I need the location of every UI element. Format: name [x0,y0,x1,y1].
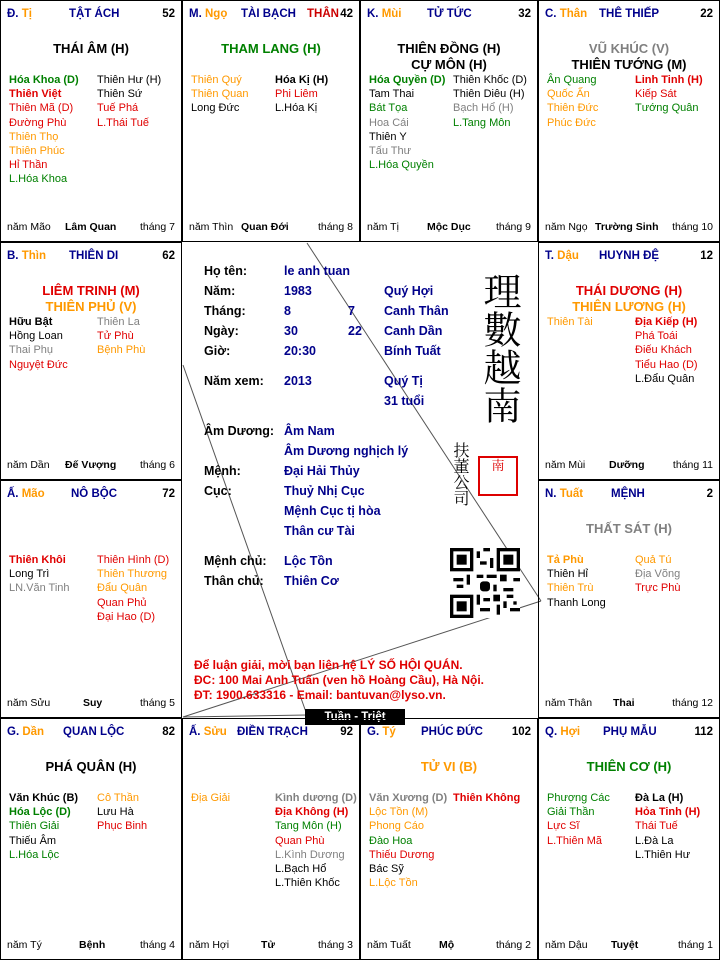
menh-value: Đại Hải Thủy [284,464,360,478]
minor-star: Bác Sỹ [369,863,404,876]
palace-mui [360,0,538,242]
palace-footer [7,459,175,473]
minor-star: Phong Cáo [369,820,425,833]
minor-star: Văn Xương (D) [369,792,448,804]
palace-number: 72 [162,488,175,500]
minor-star: L.Kình Dương [275,848,345,861]
palace-year: năm Dậu [545,939,588,951]
stars-left [369,73,445,172]
stars-left [191,791,230,805]
stars-right [635,73,703,116]
day-can: Canh Dần [384,324,443,338]
palace-number: 82 [162,726,175,738]
palace-stage: Tuyệt [611,939,639,951]
minor-star: Phục Binh [97,820,148,833]
palace-branch: C. Thân [545,8,588,20]
palace-ti [0,0,182,242]
year-label: Năm: [204,284,236,298]
minor-star: Quan Phủ [97,596,147,609]
palace-footer [189,939,353,953]
stars-right [97,553,169,624]
minor-star: Phượng Các [547,792,610,804]
palace-name: THÊ THIẾP [599,8,660,20]
year-can: Quý Hợi [384,284,434,298]
palace-month: tháng 7 [139,221,175,233]
main-star: CỰ MÔN (H) [411,57,487,72]
palace-header [1,726,181,742]
stars-right [453,791,520,805]
contact-info [194,658,484,703]
palace-stage: Lâm Quan [65,221,117,233]
minor-star: Đẩu Quân [97,582,148,595]
minor-star: Thiên Giải [9,820,60,833]
red-seal-icon: 南 [478,456,518,496]
palace-month: tháng 3 [317,939,353,951]
palace-month: tháng 1 [677,939,713,951]
palace-month: tháng 11 [672,459,713,471]
month-label: Tháng: [204,304,246,318]
minor-star: Thiên Tài [547,316,593,328]
palace-name: ĐIỀN TRẠCH [237,726,308,738]
minor-star: Hồng Loan [9,330,63,343]
minor-star: Hóa Quyền (D) [369,74,446,86]
minor-star: Tử Phù [97,330,134,343]
minor-star: Thiên Khôi [9,554,66,566]
minor-star: Tiểu Hao (D) [635,358,698,371]
main-star: THÁI ÂM (H) [53,41,129,56]
palace-name: HUYNH ĐỆ [599,250,660,262]
main-star: THAM LANG (H) [221,41,321,56]
palace-year: năm Thìn [189,221,234,233]
palace-dan [0,718,182,960]
name-value: le anh tuan [284,264,350,278]
minor-star: Hóa Lộc (D) [9,806,71,819]
stars-left [9,553,70,596]
minor-star: Long Đức [191,102,240,115]
contact-line-1: Để luận giải, mời bạn liên hệ LÝ SỐ HỘI QUÁN. [194,658,463,672]
palace-stage: Đế Vượng [65,459,117,471]
main-star: THIÊN TƯỚNG (M) [571,57,687,72]
palace-name: THIÊN DI [69,250,119,262]
palace-year: năm Dần [7,459,50,471]
palace-stage: Suy [83,697,103,709]
calligraphy-side: 扶董公司 [451,442,470,506]
minor-star: Đà La (H) [635,792,684,804]
minor-star: Thiên Quan [191,88,249,101]
main-star: VŨ KHÚC (V) [588,41,670,56]
minor-star: L.Hóa Quyền [369,159,434,172]
minor-star: Phá Toái [635,330,678,343]
minor-star: L.Bạch Hổ [275,863,327,876]
minor-star: L.Đà La [635,834,674,847]
palace-thin [0,242,182,480]
palace-month: tháng 6 [139,459,175,471]
minor-star: Hữu Bật [9,316,53,328]
center-info [182,242,538,716]
palace-stage: Mộ [439,939,455,951]
cuc-label: Cục: [204,484,232,498]
stars-right [275,73,328,116]
palace-footer [7,221,175,235]
main-star: THIÊN PHỦ (V) [45,299,137,314]
palace-name: TẬT ÁCH [69,8,120,20]
palace-header [539,8,719,24]
minor-star: L.Thiên Hư [635,848,691,861]
stars-right [635,553,680,596]
minor-star: Thiếu Dương [369,848,435,861]
minor-star: Quốc Ấn [547,88,590,101]
stars-right [275,791,357,890]
palace-number: 92 [340,726,353,738]
palace-ngo [182,0,360,242]
minor-star: Thiên Diêu (H) [453,88,525,101]
palace-month: tháng 8 [317,221,353,233]
amduong-value: Âm Nam [284,424,335,438]
palace-footer [545,459,713,473]
minor-star: Thiên Hình (D) [97,554,170,566]
stars-left [547,315,593,329]
minor-star: L.Thiên Mã [547,834,603,847]
minor-star: Tuế Phá [97,102,139,115]
palace-number: 12 [700,250,713,262]
palace-month: tháng 4 [139,939,175,951]
minor-star: Thiên Hư (H) [97,74,162,86]
minor-star: Lộc Tồn (M) [369,806,429,819]
palace-month: tháng 5 [139,697,175,709]
amduong-label: Âm Dương: [204,424,275,438]
calligraphy-title: 理數越南 [477,272,521,424]
palace-footer [189,221,353,235]
stars-left [9,73,79,187]
minor-star: Ân Quang [547,74,597,86]
main-star: THIÊN CƠ (H) [586,759,672,774]
minor-star: Tả Phù [547,554,584,566]
than-tag: THÂN [307,8,339,20]
palace-year: năm Tuất [367,939,411,951]
stars-right [97,791,147,834]
minor-star: L.Tang Môn [453,116,511,129]
palace-month: tháng 12 [672,697,713,709]
palace-year: năm Hợi [189,939,230,951]
minor-star: Hóa Kị (H) [275,74,329,86]
main-star: THIÊN LƯƠNG (H) [572,299,686,314]
palace-name: QUAN LỘC [63,726,125,738]
minor-star: Thai Phụ [9,344,54,357]
year-value: 1983 [284,284,312,298]
palace-footer [545,939,713,953]
view-year-can: Quý Tị [384,374,423,388]
minor-star: Quả Tú [635,554,672,566]
palace-year: năm Tị [367,221,399,233]
age-value: 31 tuổi [384,394,425,408]
palace-header [361,8,537,24]
day-value: 30 [284,324,298,338]
palace-stage: Trường Sinh [595,221,659,233]
minor-star: Tấu Thư [369,145,412,158]
minor-star: Hỉ Thần [9,159,48,172]
minor-star: Địa Không (H) [275,806,349,819]
day-label: Ngày: [204,324,239,338]
minor-star: Hỏa Tinh (H) [635,806,701,819]
minor-star: Phúc Đức [547,116,596,129]
main-star: TỬ VI (B) [420,759,478,774]
stars-left [191,73,248,116]
palace-branch: Ấ. Mão [7,488,45,500]
contact-line-3[interactable]: ĐT: 1900.633316 - Email: bantuvan@lyso.vn. [194,688,446,702]
palace-month: tháng 10 [672,221,713,233]
stars-right [635,791,700,862]
palace-stage: Quan Đới [241,221,289,233]
hour-label: Giờ: [204,344,231,358]
minor-star: Địa Kiếp (H) [635,316,698,328]
minor-star: Địa Võng [635,568,681,581]
palace-header [539,488,719,504]
stars-left [547,73,598,130]
cuc-value: Thuỷ Nhị Cục [284,484,365,498]
minor-star: Thiên Đức [547,102,599,115]
minor-star: Thanh Long [547,596,606,609]
minor-star: Thiên Việt [9,88,62,101]
minor-star: Bát Tọa [369,102,408,115]
minor-star: Thiên La [97,316,140,328]
tuan-triet-label: Tuần - Triệt [305,709,405,725]
minor-star: L.Thái Tuế [97,116,149,129]
palace-year: năm Tý [7,939,42,951]
qr-code-icon[interactable] [450,548,520,618]
palace-branch: K. Mùi [367,8,402,20]
palace-branch: G. Dần [7,726,45,738]
palace-header [183,726,359,742]
minor-star: Thiên Mã (D) [9,102,74,115]
palace-header [361,726,537,742]
palace-header [1,250,181,266]
palace-stage: Tử [261,939,276,951]
palace-hoi [538,718,720,960]
cuc-note: Mệnh Cục tị hòa [284,504,381,518]
view-year-label: Năm xem: [204,374,264,388]
minor-star: Tang Môn (H) [275,820,342,833]
minor-star: Thiên Sứ [97,88,143,101]
palace-branch: Đ. Tị [7,8,32,20]
palace-tuat [538,480,720,718]
minor-star: Bệnh Phù [97,344,146,357]
palace-footer [545,221,713,235]
palace-mao [0,480,182,718]
view-year-value: 2013 [284,374,312,388]
minor-star: Quan Phù [275,834,325,847]
stars-left [9,315,68,372]
palace-name: TỬ TỨC [427,8,472,20]
palace-branch: M. Ngọ [189,8,228,20]
minor-star: Hoa Cái [369,116,409,129]
minor-star: L.Hóa Lộc [9,848,60,861]
palace-month: tháng 9 [495,221,531,233]
palace-footer [367,221,531,235]
menh-label: Mệnh: [204,464,241,478]
stars-right [635,315,698,386]
palace-number: 42 [340,8,353,20]
palace-footer [545,697,713,711]
palace-header [1,8,181,24]
minor-star: Thiên Y [369,130,407,143]
main-star: PHÁ QUÂN (H) [45,759,137,774]
stars-left [9,791,78,862]
palace-branch: G. Tý [367,726,396,738]
minor-star: Thái Tuế [635,820,678,833]
minor-star: Đại Hao (D) [97,610,156,623]
palace-number: 62 [162,250,175,262]
palace-name: PHÚC ĐỨC [421,726,483,738]
hour-value: 20:30 [284,344,316,358]
main-star: THẤT SÁT (H) [586,521,672,536]
contact-line-2: ĐC: 100 Mai Anh Tuấn (ven hồ Hoàng Cầu), Hà Nội. [194,673,485,687]
menhchu-label: Mệnh chủ: [204,554,267,568]
name-label: Họ tên: [204,264,248,278]
stars-left [547,791,610,848]
minor-star: Đường Phù [9,116,67,129]
palace-stage: Mộc Dục [427,221,471,233]
minor-star: Kiếp Sát [635,88,677,101]
month-can: Canh Thân [384,304,449,318]
minor-star: Kình dương (D) [275,792,357,804]
palace-footer [367,939,531,953]
minor-star: Thiên Quý [191,74,242,86]
minor-star: Thiên Trù [547,582,594,595]
minor-star: Điếu Khách [635,344,692,357]
minor-star: Tam Thai [369,88,415,101]
palace-year: năm Ngọ [545,221,588,233]
palace-number: 52 [162,8,175,20]
minor-star: Thiên Hỉ [547,568,588,581]
palace-month: tháng 2 [495,939,531,951]
minor-star: L.Hóa Khoa [9,173,68,186]
minor-star: Phi Liêm [275,88,318,101]
palace-year: năm Mão [7,221,51,233]
month-value: 8 [284,304,291,318]
palace-header [1,488,181,504]
palace-year: năm Sửu [7,697,51,709]
palace-header [183,8,359,24]
palace-branch: Q. Hợi [545,726,581,738]
minor-star: L.Hóa Kị [275,102,318,115]
palace-header [539,250,719,266]
hour-can: Bính Tuất [384,344,441,358]
minor-star: Lực Sĩ [547,820,580,833]
minor-star: Nguyệt Đức [9,358,68,371]
minor-star: LN.Văn Tinh [9,582,70,595]
minor-star: Bạch Hổ (H) [453,102,514,115]
thanchu-label: Thân chủ: [204,574,264,588]
minor-star: Thiên Không [453,792,521,804]
stars-right [453,73,527,130]
palace-stage: Thai [613,697,635,709]
minor-star: Long Trì [9,568,50,581]
palace-dau [538,242,720,480]
menhchu-value: Lộc Tồn [284,554,333,568]
palace-stage: Dưỡng [609,459,645,471]
palace-footer [7,697,175,711]
minor-star: Thiên Khốc (D) [453,74,527,86]
day-lunar: 22 [348,324,362,338]
palace-branch: N. Tuất [545,488,584,500]
palace-branch: T. Dậu [545,250,579,262]
minor-star: Thiếu Âm [9,834,57,847]
palace-footer [7,939,175,953]
minor-star: L.Thiên Khốc [275,877,340,890]
amduong-note: Âm Dương nghịch lý [284,444,409,458]
minor-star: Trực Phù [635,582,681,595]
stars-right [97,315,145,358]
main-star: THÁI DƯƠNG (H) [575,283,683,298]
palace-number: 2 [706,488,713,500]
minor-star: Địa Giải [191,792,231,804]
minor-star: L.Đẩu Quân [635,372,695,385]
palace-suu [182,718,360,960]
palace-stage: Bệnh [79,939,106,951]
minor-star: Giải Thần [547,806,595,819]
palace-year: năm Thân [545,697,593,709]
minor-star: Thiên Phúc [9,145,65,158]
palace-year: năm Mùi [545,459,586,471]
minor-star: L.Lộc Tồn [369,877,418,890]
minor-star: Tướng Quân [635,102,699,115]
palace-name: NÔ BỘC [71,488,117,500]
palace-number: 22 [700,8,713,20]
minor-star: Đào Hoa [369,834,413,847]
stars-left [547,553,606,610]
palace-name: PHỤ MẪU [603,726,657,738]
palace-branch: B. Thìn [7,250,46,262]
than-cu: Thân cư Tài [284,524,355,538]
minor-star: Thiên Thọ [9,130,59,143]
palace-branch: Ấ. Sửu [189,726,227,738]
stars-right [97,73,161,130]
minor-star: Văn Khúc (B) [9,792,79,804]
month-lunar: 7 [348,304,355,318]
minor-star: Hóa Khoa (D) [9,74,79,86]
palace-ty [360,718,538,960]
palace-number: 32 [518,8,531,20]
main-star: THIÊN ĐỒNG (H) [397,41,501,56]
palace-header [539,726,719,742]
stars-left [369,791,447,890]
minor-star: Linh Tinh (H) [635,74,703,86]
palace-number: 112 [694,726,713,738]
palace-number: 102 [511,726,531,738]
minor-star: Lưu Hà [97,806,134,819]
palace-name: MỆNH [611,488,645,500]
main-star: LIÊM TRINH (M) [42,283,140,298]
minor-star: Cô Thần [97,792,139,804]
palace-than [538,0,720,242]
minor-star: Thiên Thương [97,568,168,581]
palace-name: TÀI BẠCH [241,8,296,20]
thanchu-value: Thiên Cơ [284,574,339,588]
